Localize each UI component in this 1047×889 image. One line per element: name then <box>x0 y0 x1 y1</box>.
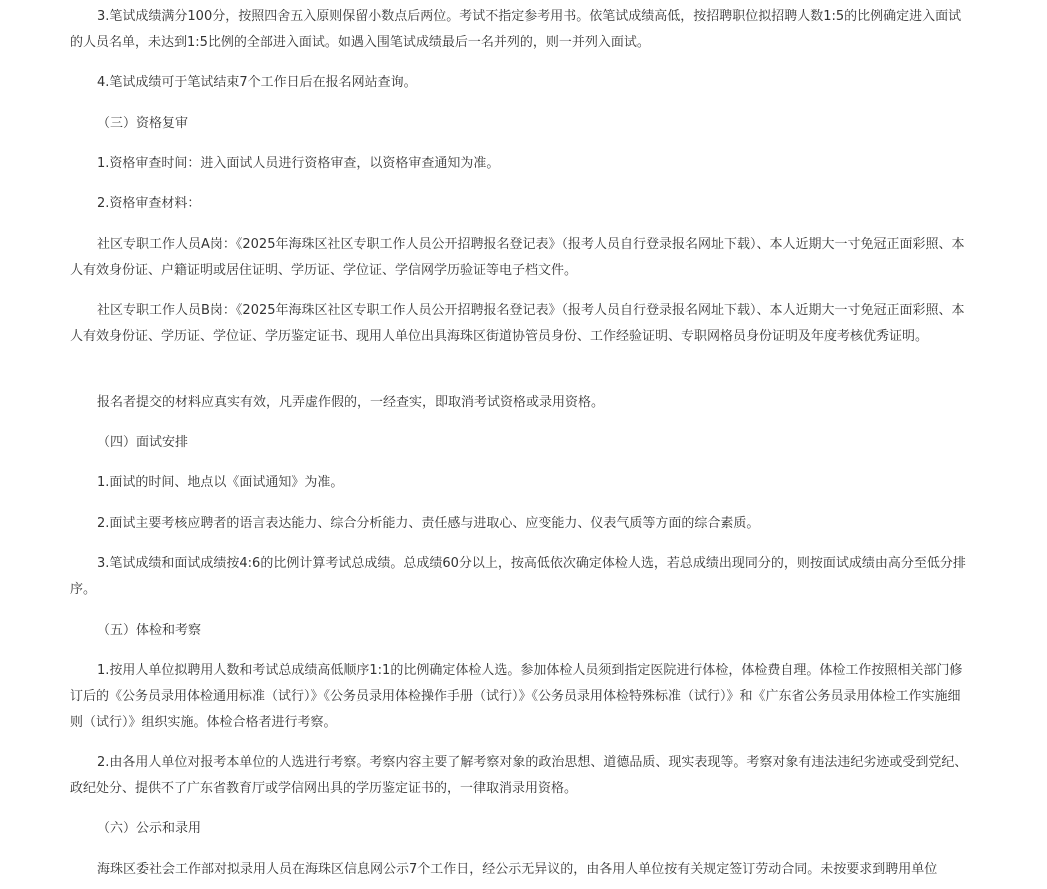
paragraph-review-materials: 2.资格审查材料： <box>97 196 201 211</box>
paragraph-written-exam-score: 3.笔试成绩满分100分，按照四舍五入原则保留小数点后两位。考试不指定参考用书。依笔试成绩高低，按招聘职位拟招聘人数1:5的比例确定进入面试的人员名单，未达到1:5比例的全部进入面试。如遇入围笔试成绩最后一名并列的，则一并列入面试。 <box>70 9 962 50</box>
paragraph-interview-time: 1.面试的时间、地点以《面试通知》为准。 <box>97 475 344 490</box>
paragraph-publicity-hiring: 海珠区委社会工作部对拟录用人员在海珠区信息网公示7个工作日，经公示无异议的，由各用人单位按有关规定签订劳动合同。未按要求到聘用单位 <box>97 862 938 877</box>
section-heading-interview: （四）面试安排 <box>97 435 189 450</box>
paragraph-review-time: 1.资格审查时间：进入面试人员进行资格审查，以资格审查通知为准。 <box>97 156 500 171</box>
paragraph-total-score: 3.笔试成绩和面试成绩按4:6的比例计算考试总成绩。总成绩60分以上，按高低依次确定体检人选，若总成绩出现同分的，则按面试成绩由高分至低分排序。 <box>70 556 966 597</box>
section-heading-qualification-review: （三）资格复审 <box>97 116 189 131</box>
paragraph-post-b-materials: 社区专职工作人员B岗：《2025年海珠区社区专职工作人员公开招聘报名登记表》（报考人员自行登录报名网址下载）、本人近期大一寸免冠正面彩照、本人有效身份证、学历证、学位证、学历鉴定证书、现用人单位出具海珠区街道协管员身份、工作经验证明、专职网格员身份证明及年度考核优秀证明。 <box>70 303 965 344</box>
paragraph-post-a-materials: 社区专职工作人员A岗：《2025年海珠区社区专职工作人员公开招聘报名登记表》（报考人员自行登录报名网址下载）、本人近期大一寸免冠正面彩照、本人有效身份证、户籍证明或居住证明、学历证、学位证、学信网学历验证等电子档文件。 <box>70 237 965 278</box>
paragraph-authenticity-notice: 报名者提交的材料应真实有效，凡弄虚作假的，一经查实，即取消考试资格或录用资格。 <box>97 395 605 410</box>
paragraph-inspection: 2.由各用人单位对报考本单位的人选进行考察。考察内容主要了解考察对象的政治思想、道德品质、现实表现等。考察对象有违法违纪劣迹或受到党纪、政纪处分、提供不了广东省教育厅或学信网出具的学历鉴定证书的，一律取消录用资格。 <box>70 755 968 796</box>
paragraph-interview-content: 2.面试主要考核应聘者的语言表达能力、综合分析能力、责任感与进取心、应变能力、仪表气质等方面的综合素质。 <box>97 516 760 531</box>
section-heading-medical-check: （五）体检和考察 <box>97 623 202 638</box>
section-heading-publicity: （六）公示和录用 <box>97 821 202 836</box>
paragraph-exam-result-query: 4.笔试成绩可于笔试结束7个工作日后在报名网站查询。 <box>97 75 417 90</box>
paragraph-medical-check: 1.按用人单位拟聘用人数和考试总成绩高低顺序1:1的比例确定体检人选。参加体检人员须到指定医院进行体检，体检费自理。体检工作按照相关部门修订后的《公务员录用体检通用标准（试行）》《公务员录用体检操作手册（试行）》《公务员录用体检特殊标准（试行）》和《广东省公务员录用体检工作实施细则（试行）》组织实施。体检合格者进行考察。 <box>70 663 963 730</box>
